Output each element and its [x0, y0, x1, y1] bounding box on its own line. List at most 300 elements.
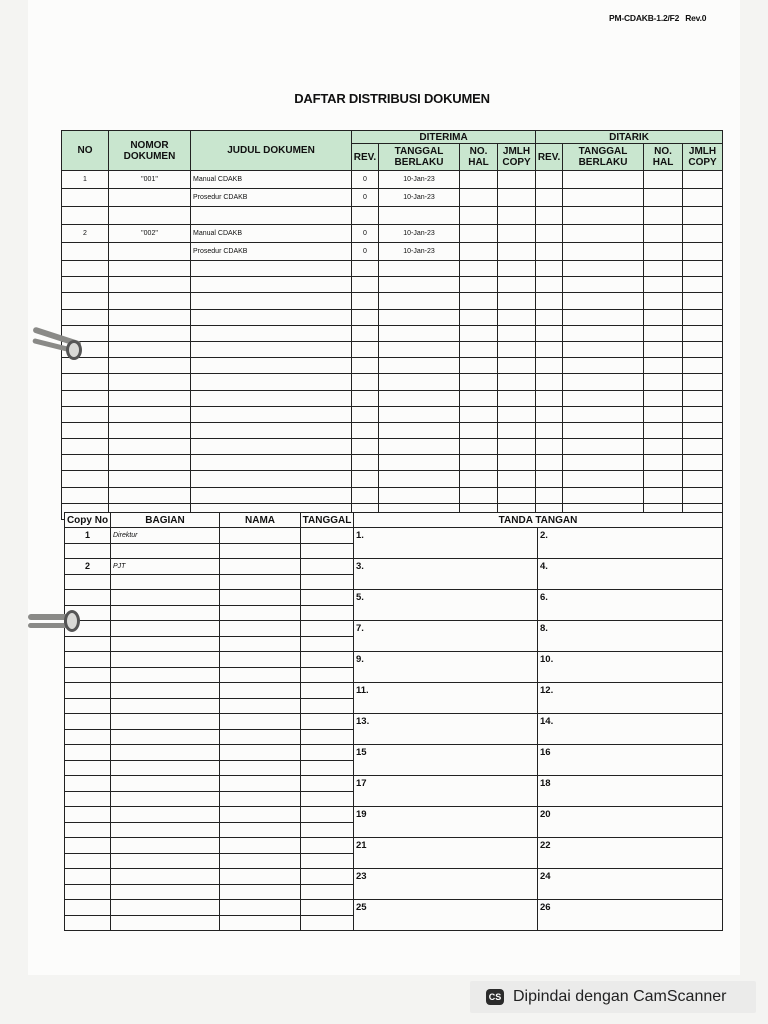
row-nama-cell: [220, 559, 301, 575]
row-tanggal-cell: [301, 590, 354, 606]
signature-slot: 22: [538, 838, 723, 869]
row-ditarik-no-hal-cell: [644, 455, 683, 471]
table-row: [65, 714, 723, 730]
row-tanggal-cell: [379, 358, 460, 374]
table-row: [65, 807, 723, 823]
row-jmlh-copy-cell: [498, 207, 536, 225]
row-tanggal-cell: [301, 869, 354, 885]
row-tanggal-cell: [301, 559, 354, 575]
row-nama-cell: [220, 636, 301, 652]
table-row: [65, 621, 723, 637]
row-tanggal-cell: [379, 207, 460, 225]
row-bagian-cell: [111, 574, 220, 590]
row-nomor-cell: [109, 207, 191, 225]
signature-table: [64, 512, 723, 931]
row-rev-cell: [352, 406, 379, 422]
row-nama-cell: [220, 791, 301, 807]
row-judul-cell: [191, 207, 352, 225]
row-jmlh-copy-cell: [498, 374, 536, 390]
row-jmlh-copy-cell: [498, 277, 536, 293]
row-ditarik-jmlh-copy-cell: [683, 374, 723, 390]
row-tanggal-cell: [301, 621, 354, 637]
row-no-hal-cell: [460, 261, 498, 277]
table-row: [65, 776, 723, 792]
row-judul-cell: [191, 261, 352, 277]
row-nama-cell: [220, 900, 301, 916]
row-jmlh-copy-cell: [498, 171, 536, 189]
distribution-table: [61, 130, 723, 520]
row-rev-cell: 0: [352, 189, 379, 207]
header-diterima-jmlh-copy: JMLH COPY: [498, 144, 536, 171]
row-tanggal-cell: [301, 915, 354, 931]
row-tanggal-cell: [379, 293, 460, 309]
row-bagian-cell: Direktur: [111, 528, 220, 544]
row-ditarik-jmlh-copy-cell: [683, 171, 723, 189]
camscanner-logo-icon: CS: [486, 989, 504, 1005]
row-bagian-cell: [111, 543, 220, 559]
row-copy-no-cell: [65, 652, 111, 668]
row-copy-no-cell: [65, 900, 111, 916]
row-bagian-cell: [111, 838, 220, 854]
row-ditarik-tanggal-cell: [563, 325, 644, 341]
row-rev-cell: [352, 325, 379, 341]
row-copy-no-cell: [65, 636, 111, 652]
row-ditarik-rev-cell: [536, 189, 563, 207]
row-ditarik-tanggal-cell: [563, 171, 644, 189]
table-row: [62, 293, 723, 309]
header-diterima: DITERIMA: [352, 131, 536, 144]
signature-slot: 7.: [354, 621, 538, 652]
table-row: [62, 309, 723, 325]
header-copy-no: Copy No: [65, 513, 111, 528]
row-no-hal-cell: [460, 243, 498, 261]
row-jmlh-copy-cell: [498, 243, 536, 261]
row-judul-cell: [191, 422, 352, 438]
row-rev-cell: [352, 309, 379, 325]
row-nama-cell: [220, 884, 301, 900]
row-bagian-cell: [111, 900, 220, 916]
row-no-cell: [62, 261, 109, 277]
table-row: [62, 406, 723, 422]
row-nama-cell: [220, 574, 301, 590]
row-no-cell: [62, 243, 109, 261]
signature-slot: 12.: [538, 683, 723, 714]
row-nomor-cell: [109, 309, 191, 325]
row-no-hal-cell: [460, 189, 498, 207]
row-ditarik-no-hal-cell: [644, 358, 683, 374]
row-ditarik-rev-cell: [536, 207, 563, 225]
row-nama-cell: [220, 543, 301, 559]
row-nama-cell: [220, 683, 301, 699]
table-row: [62, 207, 723, 225]
row-tanggal-cell: [301, 791, 354, 807]
row-tanggal-cell: [301, 807, 354, 823]
row-tanggal-cell: [301, 838, 354, 854]
row-nama-cell: [220, 621, 301, 637]
signature-slot: 14.: [538, 714, 723, 745]
row-ditarik-tanggal-cell: [563, 293, 644, 309]
row-ditarik-rev-cell: [536, 439, 563, 455]
row-no-cell: [62, 422, 109, 438]
row-no-hal-cell: [460, 439, 498, 455]
row-tanggal-cell: [379, 325, 460, 341]
row-bagian-cell: [111, 791, 220, 807]
row-tanggal-cell: [301, 776, 354, 792]
row-no-hal-cell: [460, 309, 498, 325]
row-no-hal-cell: [460, 325, 498, 341]
row-judul-cell: [191, 358, 352, 374]
table-row: [62, 471, 723, 487]
row-judul-cell: Prosedur CDAKB: [191, 189, 352, 207]
row-no-cell: [62, 293, 109, 309]
row-jmlh-copy-cell: [498, 487, 536, 503]
row-nama-cell: [220, 915, 301, 931]
row-tanggal-cell: [301, 714, 354, 730]
row-bagian-cell: [111, 729, 220, 745]
header-diterima-no-hal: NO. HAL: [460, 144, 498, 171]
row-ditarik-rev-cell: [536, 390, 563, 406]
signature-slot: 6.: [538, 590, 723, 621]
row-nomor-cell: [109, 293, 191, 309]
row-no-hal-cell: [460, 487, 498, 503]
row-no-hal-cell: [460, 293, 498, 309]
row-ditarik-tanggal-cell: [563, 207, 644, 225]
row-tanggal-cell: [379, 422, 460, 438]
row-ditarik-jmlh-copy-cell: [683, 293, 723, 309]
header-tanda-tangan: TANDA TANGAN: [354, 513, 723, 528]
row-ditarik-tanggal-cell: [563, 439, 644, 455]
row-jmlh-copy-cell: [498, 293, 536, 309]
signature-slot: 16: [538, 745, 723, 776]
table-row: [62, 243, 723, 261]
row-ditarik-tanggal-cell: [563, 341, 644, 357]
row-nomor-cell: [109, 189, 191, 207]
row-ditarik-tanggal-cell: [563, 487, 644, 503]
row-tanggal-cell: 10-Jan-23: [379, 225, 460, 243]
header-ditarik-tanggal: TANGGAL BERLAKU: [563, 144, 644, 171]
row-judul-cell: [191, 471, 352, 487]
row-nama-cell: [220, 745, 301, 761]
row-rev-cell: [352, 207, 379, 225]
row-no-hal-cell: [460, 390, 498, 406]
row-rev-cell: 0: [352, 171, 379, 189]
row-nama-cell: [220, 822, 301, 838]
row-ditarik-no-hal-cell: [644, 189, 683, 207]
row-ditarik-rev-cell: [536, 358, 563, 374]
row-no-cell: [62, 439, 109, 455]
row-ditarik-tanggal-cell: [563, 309, 644, 325]
header-ditarik: DITARIK: [536, 131, 723, 144]
row-judul-cell: [191, 487, 352, 503]
row-judul-cell: [191, 277, 352, 293]
row-rev-cell: [352, 293, 379, 309]
binder-clip-bottom: [28, 608, 88, 636]
row-judul-cell: Manual CDAKB: [191, 225, 352, 243]
row-ditarik-jmlh-copy-cell: [683, 390, 723, 406]
row-ditarik-jmlh-copy-cell: [683, 189, 723, 207]
row-copy-no-cell: [65, 745, 111, 761]
row-bagian-cell: [111, 776, 220, 792]
row-nama-cell: [220, 776, 301, 792]
row-rev-cell: [352, 455, 379, 471]
row-bagian-cell: [111, 683, 220, 699]
header-ditarik-rev: REV.: [536, 144, 563, 171]
row-bagian-cell: [111, 590, 220, 606]
row-judul-cell: Manual CDAKB: [191, 171, 352, 189]
row-copy-no-cell: [65, 683, 111, 699]
table-row: [62, 390, 723, 406]
row-no-cell: 2: [62, 225, 109, 243]
row-ditarik-tanggal-cell: [563, 406, 644, 422]
table-row: [65, 745, 723, 761]
signature-slot: 24: [538, 869, 723, 900]
row-nama-cell: [220, 729, 301, 745]
row-tanggal-cell: [379, 309, 460, 325]
row-nomor-cell: [109, 390, 191, 406]
signature-slot: 18: [538, 776, 723, 807]
header-diterima-tanggal: TANGGAL BERLAKU: [379, 144, 460, 171]
table-row: [62, 422, 723, 438]
row-jmlh-copy-cell: [498, 341, 536, 357]
row-judul-cell: [191, 309, 352, 325]
row-copy-no-cell: 2: [65, 559, 111, 575]
row-jmlh-copy-cell: [498, 261, 536, 277]
row-copy-no-cell: [65, 714, 111, 730]
signature-slot: 19: [354, 807, 538, 838]
row-no-hal-cell: [460, 422, 498, 438]
row-ditarik-no-hal-cell: [644, 341, 683, 357]
row-nama-cell: [220, 590, 301, 606]
row-judul-cell: [191, 390, 352, 406]
row-jmlh-copy-cell: [498, 455, 536, 471]
camscanner-text: Dipindai dengan CamScanner: [513, 988, 727, 1005]
row-no-cell: [62, 277, 109, 293]
row-tanggal-cell: [301, 528, 354, 544]
row-ditarik-jmlh-copy-cell: [683, 455, 723, 471]
row-bagian-cell: [111, 636, 220, 652]
row-nama-cell: [220, 528, 301, 544]
row-ditarik-tanggal-cell: [563, 455, 644, 471]
row-nama-cell: [220, 838, 301, 854]
row-copy-no-cell: [65, 760, 111, 776]
row-copy-no-cell: [65, 822, 111, 838]
row-tanggal-cell: 10-Jan-23: [379, 243, 460, 261]
row-nama-cell: [220, 869, 301, 885]
table-row: [62, 189, 723, 207]
row-ditarik-tanggal-cell: [563, 225, 644, 243]
row-ditarik-no-hal-cell: [644, 422, 683, 438]
row-tanggal-cell: [379, 261, 460, 277]
row-ditarik-jmlh-copy-cell: [683, 358, 723, 374]
row-tanggal-cell: [301, 636, 354, 652]
row-copy-no-cell: [65, 869, 111, 885]
row-rev-cell: [352, 487, 379, 503]
row-ditarik-no-hal-cell: [644, 390, 683, 406]
row-ditarik-rev-cell: [536, 243, 563, 261]
row-nomor-cell: [109, 243, 191, 261]
table-row: [62, 225, 723, 243]
row-jmlh-copy-cell: [498, 325, 536, 341]
row-nomor-cell: [109, 358, 191, 374]
header-judul-dokumen: JUDUL DOKUMEN: [191, 131, 352, 171]
row-judul-cell: [191, 455, 352, 471]
signature-slot: 2.: [538, 528, 723, 559]
row-ditarik-rev-cell: [536, 455, 563, 471]
row-no-hal-cell: [460, 277, 498, 293]
row-judul-cell: [191, 325, 352, 341]
row-judul-cell: [191, 374, 352, 390]
row-judul-cell: Prosedur CDAKB: [191, 243, 352, 261]
row-ditarik-no-hal-cell: [644, 325, 683, 341]
row-no-hal-cell: [460, 358, 498, 374]
row-copy-no-cell: [65, 915, 111, 931]
table-row: [62, 277, 723, 293]
row-no-hal-cell: [460, 471, 498, 487]
row-ditarik-jmlh-copy-cell: [683, 207, 723, 225]
row-nomor-cell: [109, 406, 191, 422]
row-nama-cell: [220, 652, 301, 668]
row-copy-no-cell: [65, 543, 111, 559]
row-no-hal-cell: [460, 406, 498, 422]
row-ditarik-jmlh-copy-cell: [683, 406, 723, 422]
row-tanggal-cell: [301, 683, 354, 699]
row-no-hal-cell: [460, 455, 498, 471]
signature-slot: 23: [354, 869, 538, 900]
table-row: [62, 261, 723, 277]
row-bagian-cell: [111, 807, 220, 823]
row-ditarik-no-hal-cell: [644, 225, 683, 243]
signature-slot: 4.: [538, 559, 723, 590]
row-nama-cell: [220, 698, 301, 714]
table-row: [65, 559, 723, 575]
row-no-hal-cell: [460, 207, 498, 225]
signature-slot: 9.: [354, 652, 538, 683]
row-nomor-cell: [109, 325, 191, 341]
row-nama-cell: [220, 853, 301, 869]
row-jmlh-copy-cell: [498, 406, 536, 422]
table-row: [62, 341, 723, 357]
row-ditarik-rev-cell: [536, 422, 563, 438]
row-ditarik-rev-cell: [536, 261, 563, 277]
row-tanggal-cell: [301, 853, 354, 869]
row-ditarik-jmlh-copy-cell: [683, 422, 723, 438]
row-no-hal-cell: [460, 341, 498, 357]
row-ditarik-rev-cell: [536, 406, 563, 422]
row-tanggal-cell: [379, 277, 460, 293]
table-row: [62, 171, 723, 189]
page-title: DAFTAR DISTRIBUSI DOKUMEN: [294, 91, 490, 106]
row-ditarik-no-hal-cell: [644, 243, 683, 261]
signature-slot: 3.: [354, 559, 538, 590]
row-nomor-cell: [109, 487, 191, 503]
row-no-cell: [62, 390, 109, 406]
table-row: [62, 325, 723, 341]
row-judul-cell: [191, 341, 352, 357]
header-tanggal: TANGGAL: [301, 513, 354, 528]
row-nama-cell: [220, 667, 301, 683]
row-tanggal-cell: [379, 374, 460, 390]
row-tanggal-cell: [301, 900, 354, 916]
row-nomor-cell: "002": [109, 225, 191, 243]
row-ditarik-rev-cell: [536, 171, 563, 189]
row-nama-cell: [220, 605, 301, 621]
row-ditarik-rev-cell: [536, 374, 563, 390]
row-rev-cell: [352, 358, 379, 374]
row-no-cell: [62, 189, 109, 207]
row-bagian-cell: [111, 605, 220, 621]
header-no: NO: [62, 131, 109, 171]
row-tanggal-cell: 10-Jan-23: [379, 189, 460, 207]
row-jmlh-copy-cell: [498, 390, 536, 406]
row-bagian-cell: [111, 853, 220, 869]
table-row: [65, 900, 723, 916]
row-no-cell: [62, 487, 109, 503]
row-ditarik-tanggal-cell: [563, 422, 644, 438]
row-ditarik-jmlh-copy-cell: [683, 277, 723, 293]
row-nama-cell: [220, 714, 301, 730]
row-bagian-cell: [111, 698, 220, 714]
row-no-cell: 1: [62, 171, 109, 189]
row-jmlh-copy-cell: [498, 358, 536, 374]
signature-slot: 21: [354, 838, 538, 869]
row-ditarik-jmlh-copy-cell: [683, 309, 723, 325]
header-nama: NAMA: [220, 513, 301, 528]
table-row: [65, 528, 723, 544]
row-ditarik-rev-cell: [536, 487, 563, 503]
row-nomor-cell: [109, 341, 191, 357]
row-tanggal-cell: [379, 341, 460, 357]
signature-slot: 13.: [354, 714, 538, 745]
row-tanggal-cell: 10-Jan-23: [379, 171, 460, 189]
row-copy-no-cell: [65, 698, 111, 714]
row-ditarik-jmlh-copy-cell: [683, 261, 723, 277]
row-no-hal-cell: [460, 171, 498, 189]
row-ditarik-tanggal-cell: [563, 471, 644, 487]
row-rev-cell: 0: [352, 243, 379, 261]
row-nomor-cell: [109, 422, 191, 438]
signature-slot: 15: [354, 745, 538, 776]
row-tanggal-cell: [301, 652, 354, 668]
row-ditarik-tanggal-cell: [563, 261, 644, 277]
table-row: [62, 439, 723, 455]
row-ditarik-tanggal-cell: [563, 390, 644, 406]
form-code: [609, 13, 706, 23]
row-tanggal-cell: [301, 884, 354, 900]
row-rev-cell: [352, 277, 379, 293]
row-ditarik-no-hal-cell: [644, 293, 683, 309]
signature-slot: 8.: [538, 621, 723, 652]
row-ditarik-jmlh-copy-cell: [683, 341, 723, 357]
row-tanggal-cell: [301, 574, 354, 590]
row-copy-no-cell: [65, 776, 111, 792]
row-tanggal-cell: [379, 455, 460, 471]
row-ditarik-no-hal-cell: [644, 487, 683, 503]
row-ditarik-tanggal-cell: [563, 374, 644, 390]
row-ditarik-tanggal-cell: [563, 358, 644, 374]
row-nomor-cell: [109, 471, 191, 487]
form-code-number: PM-CDAKB-1.2/F2: [609, 13, 680, 23]
row-ditarik-tanggal-cell: [563, 277, 644, 293]
row-tanggal-cell: [301, 698, 354, 714]
row-bagian-cell: [111, 714, 220, 730]
row-no-cell: [62, 455, 109, 471]
row-ditarik-rev-cell: [536, 225, 563, 243]
row-copy-no-cell: 1: [65, 528, 111, 544]
row-ditarik-tanggal-cell: [563, 243, 644, 261]
table-row: [62, 455, 723, 471]
row-ditarik-no-hal-cell: [644, 406, 683, 422]
row-judul-cell: [191, 439, 352, 455]
